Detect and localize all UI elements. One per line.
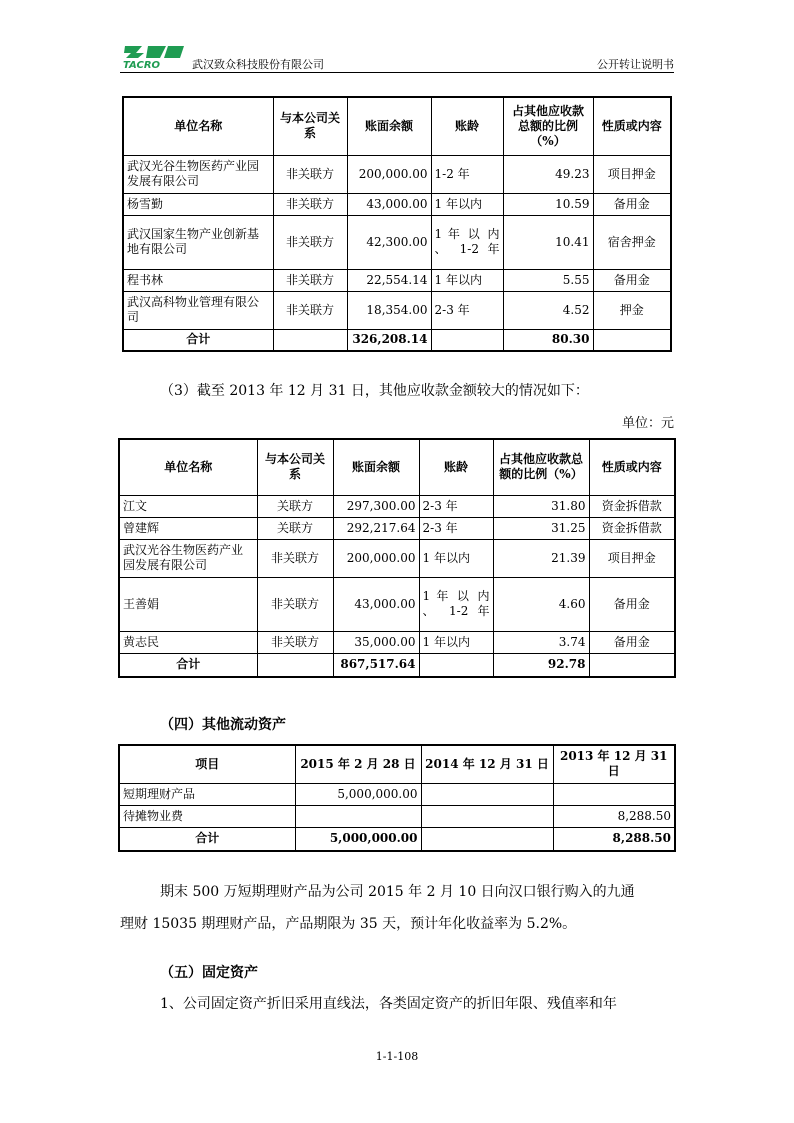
cell-name: 杨雪勤 xyxy=(123,193,273,215)
col-header-ratio: 占其他应收款总额的比例（%） xyxy=(493,439,589,495)
table-header-row xyxy=(119,745,675,783)
col-header-2013: 2013 年 12 月 31 日 xyxy=(553,745,675,783)
cell-name: 曾建辉 xyxy=(119,517,257,539)
table-header-row xyxy=(119,439,675,495)
cell-ratio: 4.60 xyxy=(493,577,589,631)
col-header-ratio: 占其他应收款总额的比例（%） xyxy=(503,97,593,155)
cell-total-label: 合计 xyxy=(119,827,295,851)
cell-nature: 备用金 xyxy=(589,577,675,631)
cell-relation: 非关联方 xyxy=(273,291,347,329)
cell-ratio: 49.23 xyxy=(503,155,593,193)
cell-empty xyxy=(273,329,347,351)
table-row xyxy=(123,193,671,215)
col-header-nature: 性质或内容 xyxy=(593,97,671,155)
document-type: 公开转让说明书 xyxy=(597,58,674,71)
table-row xyxy=(119,495,675,517)
table-row xyxy=(119,517,675,539)
cell-balance: 18,354.00 xyxy=(347,291,431,329)
unit-label: 单位：元 xyxy=(621,416,674,431)
cell-nature: 资金拆借款 xyxy=(589,517,675,539)
cell-balance: 200,000.00 xyxy=(347,155,431,193)
table-row xyxy=(123,269,671,291)
receivables-table-1 xyxy=(122,96,672,352)
cell-name: 武汉光谷生物医药产业园发展有限公司 xyxy=(119,539,257,577)
cell-relation: 非关联方 xyxy=(273,215,347,269)
cell-age: 1 年以内 xyxy=(419,539,493,577)
cell-2015: 5,000,000.00 xyxy=(295,783,421,805)
table-total-row xyxy=(119,827,675,851)
table-row xyxy=(119,539,675,577)
cell-relation: 非关联方 xyxy=(257,539,333,577)
cell-relation: 非关联方 xyxy=(273,193,347,215)
other-current-assets-table xyxy=(118,744,676,852)
cell-2015 xyxy=(295,805,421,827)
cell-name: 王善娟 xyxy=(119,577,257,631)
cell-ratio: 10.41 xyxy=(503,215,593,269)
cell-2014 xyxy=(421,783,553,805)
intro-paragraph: （3）截至 2013 年 12 月 31 日，其他应收款金额较大的情况如下： xyxy=(160,383,589,399)
cell-name: 武汉国家生物产业创新基地有限公司 xyxy=(123,215,273,269)
cell-age: 1 年以内 xyxy=(431,269,503,291)
cell-ratio: 5.55 xyxy=(503,269,593,291)
cell-relation: 非关联方 xyxy=(273,269,347,291)
cell-total-label: 合计 xyxy=(123,329,273,351)
cell-2014 xyxy=(421,805,553,827)
cell-balance: 35,000.00 xyxy=(333,631,419,653)
cell-balance: 42,300.00 xyxy=(347,215,431,269)
cell-nature: 备用金 xyxy=(593,193,671,215)
table-row xyxy=(119,783,675,805)
cell-empty xyxy=(589,653,675,677)
cell-relation: 关联方 xyxy=(257,517,333,539)
body-paragraph-1-line-1: 期末 500 万短期理财产品为公司 2015 年 2 月 10 日向汉口银行购入的九通 xyxy=(160,884,635,900)
cell-balance: 22,554.14 xyxy=(347,269,431,291)
cell-empty xyxy=(593,329,671,351)
cell-empty xyxy=(257,653,333,677)
col-header-name: 单位名称 xyxy=(123,97,273,155)
cell-nature: 备用金 xyxy=(589,631,675,653)
logo-text: TACRO xyxy=(123,60,161,70)
col-header-name: 单位名称 xyxy=(119,439,257,495)
col-header-age: 账龄 xyxy=(419,439,493,495)
cell-nature: 资金拆借款 xyxy=(589,495,675,517)
cell-total-ratio: 80.30 xyxy=(503,329,593,351)
body-paragraph-2: 1、公司固定资产折旧采用直线法，各类固定资产的折旧年限、残值率和年 xyxy=(160,996,617,1012)
cell-relation: 关联方 xyxy=(257,495,333,517)
col-header-2015: 2015 年 2 月 28 日 xyxy=(295,745,421,783)
cell-ratio: 31.80 xyxy=(493,495,589,517)
table-row xyxy=(123,215,671,269)
cell-ratio: 10.59 xyxy=(503,193,593,215)
table-row xyxy=(119,805,675,827)
table-row xyxy=(123,291,671,329)
cell-name: 程书林 xyxy=(123,269,273,291)
cell-relation: 非关联方 xyxy=(257,577,333,631)
cell-nature: 项目押金 xyxy=(593,155,671,193)
page-header xyxy=(120,42,674,72)
col-header-nature: 性质或内容 xyxy=(589,439,675,495)
cell-ratio: 4.52 xyxy=(503,291,593,329)
cell-empty xyxy=(419,653,493,677)
company-name: 武汉致众科技股份有限公司 xyxy=(192,58,324,71)
cell-name: 黄志民 xyxy=(119,631,257,653)
cell-age: 2-3 年 xyxy=(419,495,493,517)
cell-total-label: 合计 xyxy=(119,653,257,677)
table-total-row xyxy=(123,329,671,351)
col-header-balance: 账面余额 xyxy=(333,439,419,495)
cell-nature: 备用金 xyxy=(593,269,671,291)
table-total-row xyxy=(119,653,675,677)
cell-age: 1 年以内 xyxy=(419,631,493,653)
cell-relation: 非关联方 xyxy=(273,155,347,193)
table-row xyxy=(123,155,671,193)
cell-age: 2-3 年 xyxy=(419,517,493,539)
table-row xyxy=(119,631,675,653)
header-divider xyxy=(120,72,674,73)
section-4-title: （四）其他流动资产 xyxy=(160,717,286,733)
cell-ratio: 31.25 xyxy=(493,517,589,539)
cell-balance: 43,000.00 xyxy=(347,193,431,215)
cell-total-ratio: 92.78 xyxy=(493,653,589,677)
cell-nature: 宿舍押金 xyxy=(593,215,671,269)
col-header-2014: 2014 年 12 月 31 日 xyxy=(421,745,553,783)
cell-total-2014 xyxy=(421,827,553,851)
cell-balance: 292,217.64 xyxy=(333,517,419,539)
cell-relation: 非关联方 xyxy=(257,631,333,653)
col-header-age: 账龄 xyxy=(431,97,503,155)
cell-name: 武汉高科物业管理有限公司 xyxy=(123,291,273,329)
page-number: 1-1-108 xyxy=(375,1050,419,1063)
cell-nature: 押金 xyxy=(593,291,671,329)
cell-item: 短期理财产品 xyxy=(119,783,295,805)
cell-balance: 297,300.00 xyxy=(333,495,419,517)
cell-age: 1 年 以 内 、 1-2 年 xyxy=(431,215,503,269)
col-header-relation: 与本公司关系 xyxy=(257,439,333,495)
cell-2013: 8,288.50 xyxy=(553,805,675,827)
cell-balance: 200,000.00 xyxy=(333,539,419,577)
cell-age: 1 年以内 xyxy=(431,193,503,215)
col-header-balance: 账面余额 xyxy=(347,97,431,155)
cell-age: 1-2 年 xyxy=(431,155,503,193)
table-header-row xyxy=(123,97,671,155)
cell-name: 江文 xyxy=(119,495,257,517)
table-row xyxy=(119,577,675,631)
cell-ratio: 3.74 xyxy=(493,631,589,653)
cell-age: 1 年 以 内 、 1-2 年 xyxy=(419,577,493,631)
cell-total-2015: 5,000,000.00 xyxy=(295,827,421,851)
company-logo xyxy=(122,44,186,70)
receivables-table-2 xyxy=(118,438,676,678)
col-header-item: 项目 xyxy=(119,745,295,783)
col-header-relation: 与本公司关系 xyxy=(273,97,347,155)
cell-balance: 43,000.00 xyxy=(333,577,419,631)
cell-name: 武汉光谷生物医药产业园发展有限公司 xyxy=(123,155,273,193)
cell-total-2013: 8,288.50 xyxy=(553,827,675,851)
section-5-title: （五）固定资产 xyxy=(160,965,258,981)
body-paragraph-1-line-2: 理财 15035 期理财产品，产品期限为 35 天，预计年化收益率为 5.2%。 xyxy=(120,916,577,932)
cell-item: 待摊物业费 xyxy=(119,805,295,827)
cell-age: 2-3 年 xyxy=(431,291,503,329)
cell-total-balance: 867,517.64 xyxy=(333,653,419,677)
cell-2013 xyxy=(553,783,675,805)
cell-total-balance: 326,208.14 xyxy=(347,329,431,351)
cell-empty xyxy=(431,329,503,351)
cell-ratio: 21.39 xyxy=(493,539,589,577)
cell-nature: 项目押金 xyxy=(589,539,675,577)
